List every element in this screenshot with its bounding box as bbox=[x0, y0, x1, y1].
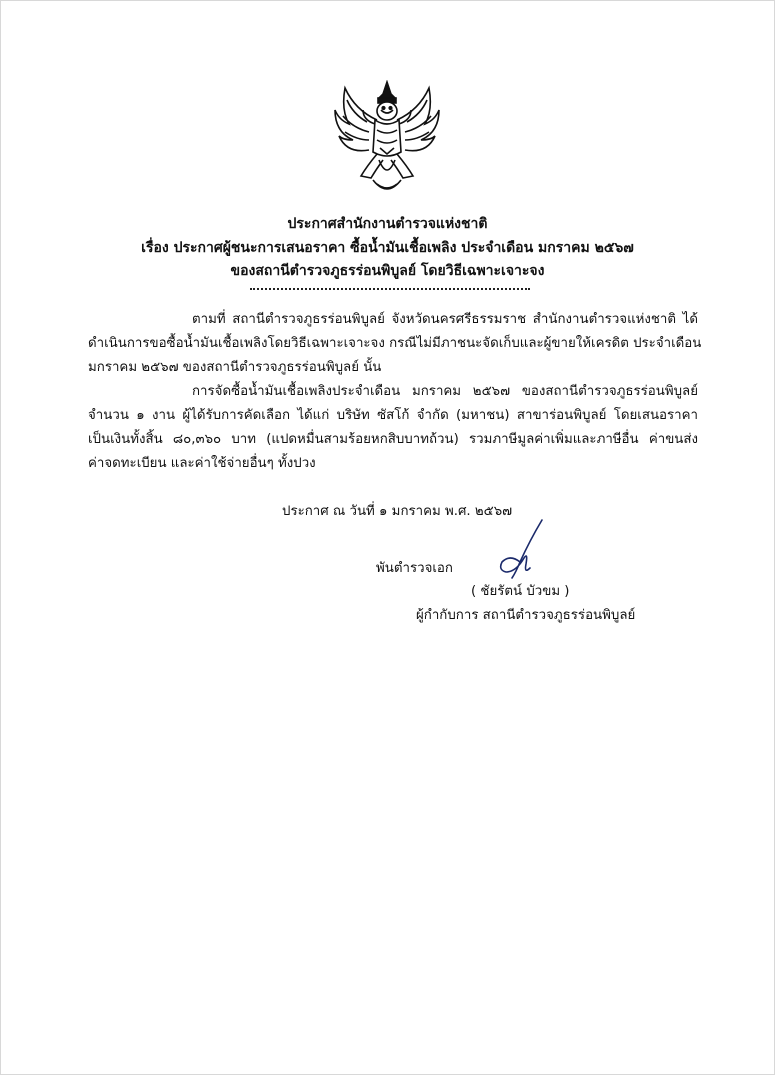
paragraph-line: เป็นเงินทั้งสิ้น ๘๐,๓๖๐ บาท (แปดหมื่นสามร้อยหกสิบบาทถ้วน) รวมภาษีมูลค่าเพิ่มและภาษีอื่น ค่าขนส่ง bbox=[88, 432, 698, 447]
paragraph-line: จำนวน ๑ งาน ผู้ได้รับการคัดเลือก ได้แก่ บริษัท ซัสโก้ จำกัด (มหาชน) สาขาร่อนพิบูลย์ โดยเสนอราคา bbox=[88, 408, 698, 423]
announcement-date: ประกาศ ณ วันที่ ๑ มกราคม พ.ศ. ๒๕๖๗ bbox=[282, 504, 513, 519]
paragraph-background bbox=[88, 308, 702, 380]
paragraph-line: ตามที่ สถานีตำรวจภูธรร่อนพิบูลย์ จังหวัดนครศรีธรรมราช สำนักงานตำรวจแห่งชาติ ได้ bbox=[192, 312, 698, 327]
announcement-subject: เรื่อง ประกาศผู้ชนะการเสนอราคา ซื้อน้ำมันเชื้อเพลิง ประจำเดือน มกราคม ๒๕๖๗ bbox=[141, 240, 634, 256]
signatory-position: ผู้กำกับการ สถานีตำรวจภูธรร่อนพิบูลย์ bbox=[416, 608, 636, 623]
paragraph-line: ค่าจดทะเบียน และค่าใช้จ่ายอื่นๆ ทั้งปวง bbox=[88, 456, 316, 471]
garuda-emblem-icon bbox=[333, 80, 441, 198]
handwritten-signature-icon bbox=[490, 518, 556, 584]
announcement-agency-title: ประกาศสำนักงานตำรวจแห่งชาติ bbox=[287, 216, 488, 232]
paragraph-line: มกราคม ๒๕๖๗ ของสถานีตำรวจภูธรร่อนพิบูลย์ นั้น bbox=[88, 360, 382, 375]
paragraph-award bbox=[88, 380, 698, 476]
paragraph-line: การจัดซื้อน้ำมันเชื้อเพลิงประจำเดือน มกราคม ๒๕๖๗ ของสถานีตำรวจภูธรร่อนพิบูลย์ bbox=[192, 384, 698, 399]
paragraph-line: ดำเนินการขอซื้อน้ำมันเชื้อเพลิงโดยวิธีเฉพาะเจาะจง กรณีไม่มีภาชนะจัดเก็บและผู้ขายให้เครดิต ประจำเดือน bbox=[88, 336, 702, 351]
announcement-office: ของสถานีตำรวจภูธรร่อนพิบูลย์ โดยวิธีเฉพาะเจาะจง bbox=[230, 263, 545, 279]
dotted-separator bbox=[250, 288, 530, 294]
signatory-rank: พันตำรวจเอก bbox=[376, 561, 453, 576]
signatory-name: ( ชัยรัตน์ บัวขม ) bbox=[471, 584, 570, 599]
